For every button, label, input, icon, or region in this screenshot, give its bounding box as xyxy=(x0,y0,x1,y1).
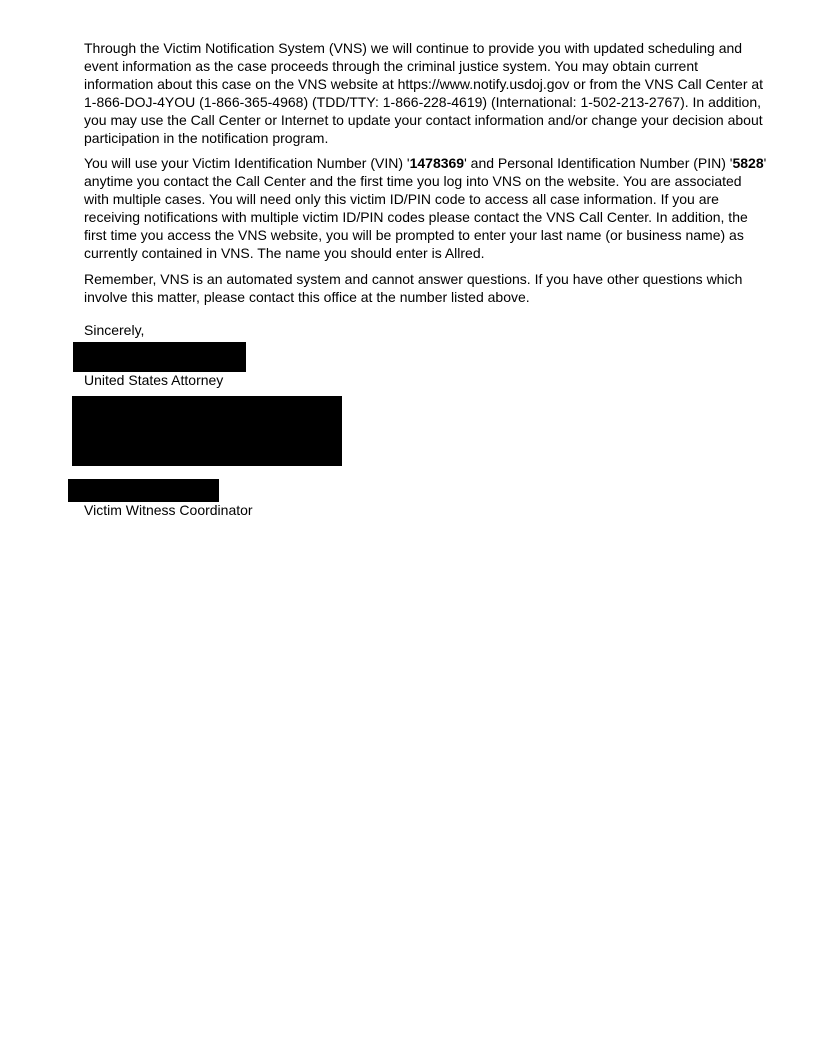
pin-number: 5828 xyxy=(732,155,764,171)
vin-pin-paragraph xyxy=(84,154,770,262)
signer-title-victim-witness-coordinator: Victim Witness Coordinator xyxy=(84,502,253,518)
vns-info-paragraph: Through the Victim Notification System (VNS) we will continue to provide you with updated scheduling and event information as the case proceeds through the criminal justice system. You may obtain current information about this case on the VNS website at https://www.notify.usdoj.gov or from the VNS Call Center at 1-866-DOJ-4YOU (1-866-365-4968) (TDD/TTY: 1-866-228-4619) (International: 1-502-213-2767). In addition, you may use the Call Center or Internet to update your contact information and/or change your decision about participation in the notification program. xyxy=(84,40,764,146)
vin-pin-text-part1: You will use your Victim Identification Number (VIN) ' xyxy=(84,155,410,171)
redacted-signer-name xyxy=(73,342,246,372)
vin-pin-text-part3: ' anytime you contact the Call Center and the first time you log into VNS on the website. You are associated with multiple cases. You will need only this victim ID/PIN code to access all case information. If you are receiving notifications with multiple victim ID/PIN codes please contact the VNS Call Center. In addition, the first time you access the VNS website, you will be prompted to enter your last name (or business name) as currently contained in VNS. The name you should enter is Allred. xyxy=(84,155,767,261)
redacted-signature-block xyxy=(72,396,342,466)
redacted-coordinator-name xyxy=(68,479,219,502)
vin-number: 1478369 xyxy=(409,155,465,171)
automated-system-paragraph: Remember, VNS is an automated system and cannot answer questions. If you have other questions which involve this matter, please contact this office at the number listed above. xyxy=(84,271,743,305)
closing-salutation: Sincerely, xyxy=(84,322,145,338)
signer-title-us-attorney: United States Attorney xyxy=(84,372,224,388)
vin-pin-text-part2: ' and Personal Identification Number (PIN) ' xyxy=(464,155,733,171)
